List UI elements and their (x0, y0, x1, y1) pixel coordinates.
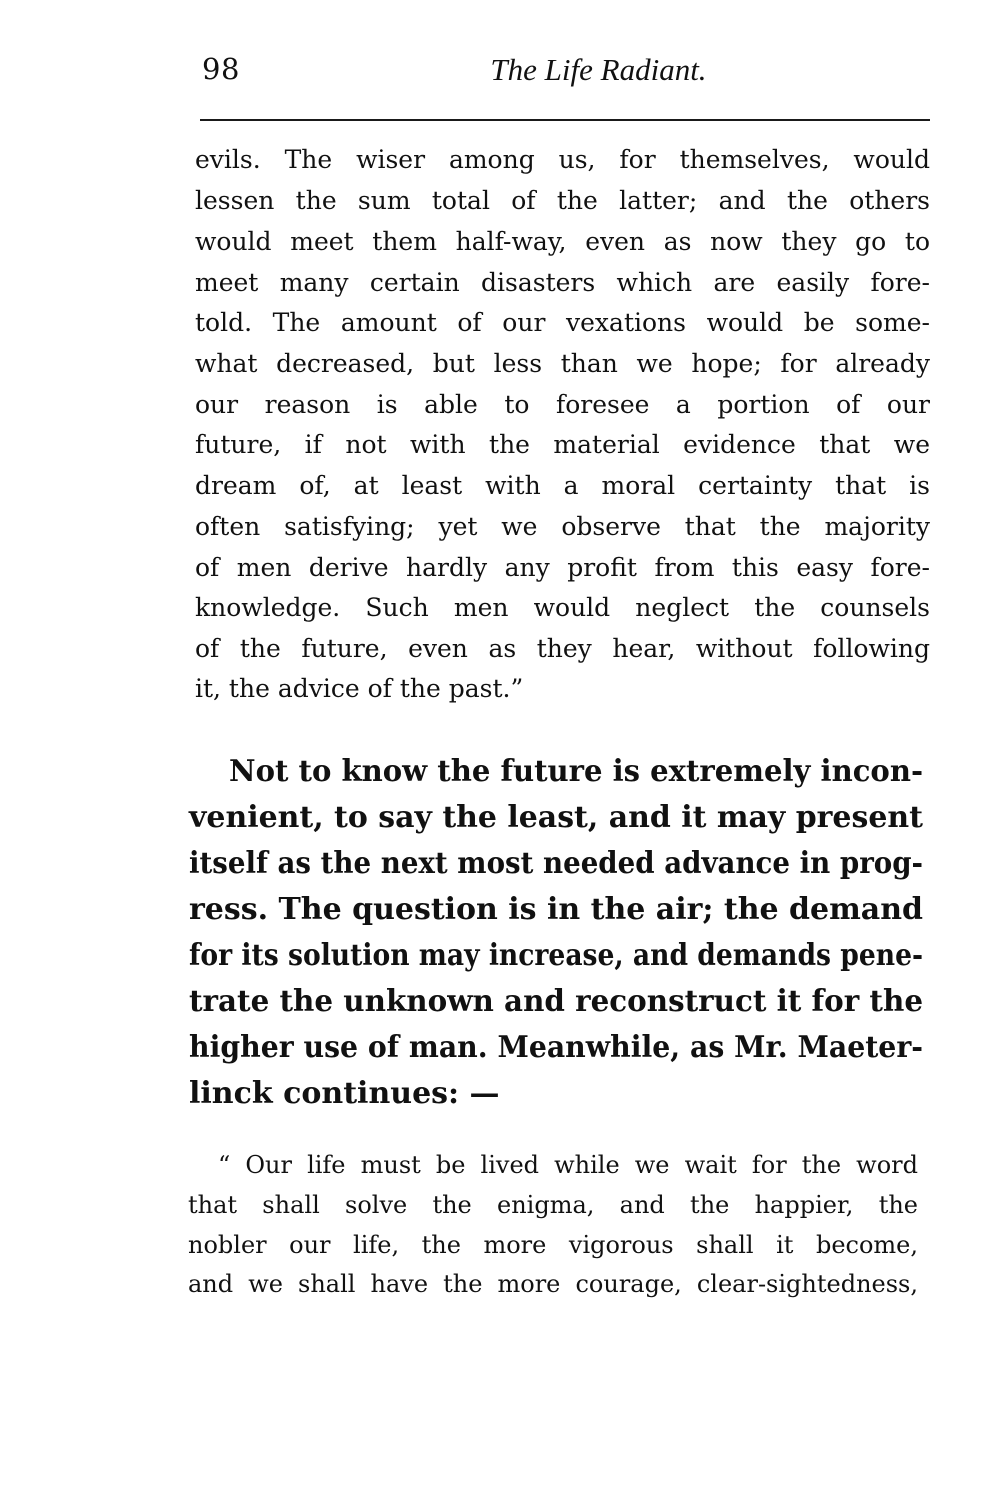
running-title: The Life Radiant. (490, 52, 707, 87)
text-line: future, if not with the material evidence that we (195, 430, 930, 459)
text-line: and we shall have the more courage, clear-sightedness, (188, 1270, 918, 1298)
header-rule (200, 119, 930, 121)
text-line: dream of, at least with a moral certainty that is (195, 471, 930, 500)
text-line: often satisfying; yet we observe that the majority (195, 512, 930, 541)
text-line: what decreased, but less than we hope; for already (195, 349, 930, 378)
text-line: for its solution may increase, and demands pene- (189, 938, 924, 973)
text-line: trate the unknown and reconstruct it for the (189, 984, 924, 1019)
text-line: higher use of man. Meanwhile, as Mr. Maeter- (189, 1030, 924, 1065)
text-line: knowledge. Such men would neglect the counsels (195, 593, 930, 622)
text-line: linck continues: — (189, 1076, 500, 1111)
text-line: of the future, even as they hear, without following (195, 634, 930, 663)
text-line: venient, to say the least, and it may present (189, 800, 923, 835)
text-line: it, the advice of the past.” (195, 674, 524, 703)
text-line: lessen the sum total of the latter; and the others (195, 186, 930, 215)
text-line: meet many certain disasters which are easily fore- (195, 268, 930, 297)
text-line: Not to know the future is extremely incon- (229, 754, 924, 789)
text-line: “ Our life must be lived while we wait for the word (218, 1151, 918, 1179)
text-line: itself as the next most needed advance in prog- (189, 846, 924, 881)
text-line: evils. The wiser among us, for themselves, would (195, 145, 930, 174)
text-line: ress. The question is in the air; the demand (189, 892, 923, 927)
page-number: 98 (202, 52, 240, 86)
text-line: told. The amount of our vexations would be some- (195, 308, 930, 337)
text-line: nobler our life, the more vigorous shall it become, (188, 1231, 918, 1259)
text-line: that shall solve the enigma, and the happier, the (188, 1191, 918, 1219)
running-header (196, 52, 931, 102)
text-line: our reason is able to foresee a portion of our (195, 390, 930, 419)
text-line: would meet them half-way, even as now they go to (195, 227, 930, 256)
text-line: of men derive hardly any profit from this easy fore- (195, 553, 930, 582)
